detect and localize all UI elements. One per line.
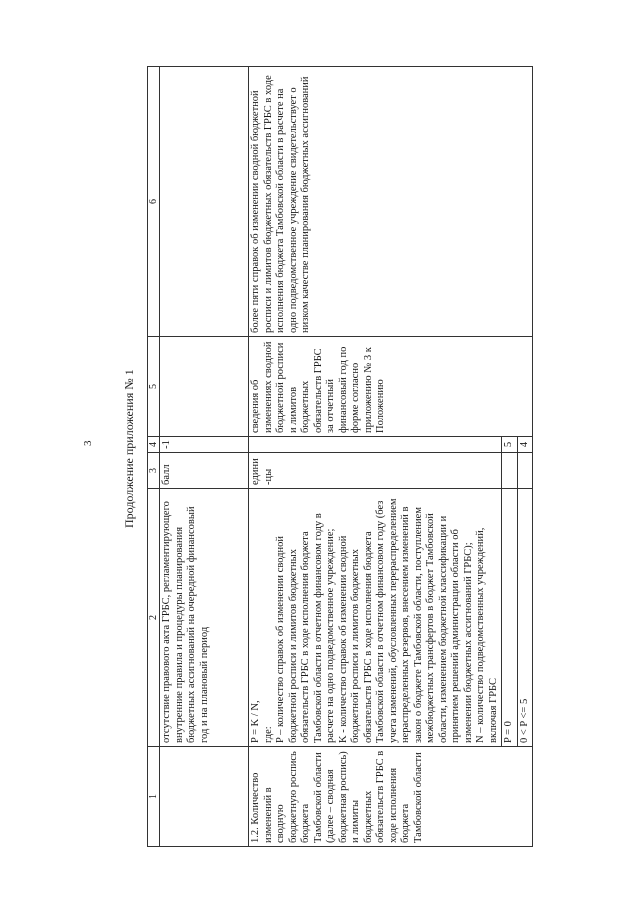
formula-cell: P = K / N, где: P – количество справок об изменении сводной бюджетной росписи и лимитов бюджетных обязательств ГРБС в ходе исполнения бюджета Тамбовской области в отчетном финансовом году в расчете на одно подведомственное учреждение; K - количество справок об изменении сводной бюджетной росписи и лимитов бюджетных обязательств ГРБС в ходе исполнения бюджета Тамбовской области в отчетном финансовом году (без учета изменений, обусловленных перераспределением нераспределенных резервов, внесением изменений в закон о бюджете Тамбовской области, поступлением межбюджетных трансфертов в бюджет Тамбовской области, изменением бюджетной классификации и принятием решений администрации области об изменении бюджетных ассигнований ГРБС); N – количество подведомственных учреждений, включая ГРБС: [249, 489, 502, 747]
score-cell: -1: [160, 437, 249, 453]
comment-cell: [160, 67, 249, 337]
source-cell: сведения об изменениях сводной бюджетной росписи и лимитов бюджетных обязательств ГРБС за отчетный финансовый год по форме согласно приложению № 3 к Положению: [249, 337, 533, 437]
column-header: 3: [148, 453, 160, 489]
unit-cell: [517, 453, 533, 489]
comment-cell: более пяти справок об изменении сводной бюджетной росписи и лимитов бюджетных обязательств ГРБС в ходе исполнения бюджета Тамбовской области в расчете на одно подведомственное учреждение свидетельствует о низком качестве планирования бюджетных ассигнований: [249, 67, 533, 337]
rotated-table-container: [147, 67, 533, 847]
table-row: [249, 67, 502, 847]
column-header: 2: [148, 489, 160, 747]
column-header: 4: [148, 437, 160, 453]
condition-cell: P = 0: [502, 489, 518, 747]
continuation-label: Продолжение приложения № 1: [122, 369, 136, 528]
page-number: 3: [82, 440, 94, 446]
column-number-row: [148, 67, 160, 847]
column-header: 5: [148, 337, 160, 437]
unit-cell: балл: [160, 453, 249, 489]
indicator-cell: 1.2. Количество изменений в сводную бюджетную роспись бюджета Тамбовской области (далее – сводная бюджетная роспись) и лимиты бюджетных обязательств ГРБС в ходе исполнения бюджета Тамбовской области: [249, 747, 533, 847]
unit-cell: [502, 453, 518, 489]
condition-cell: 0 < P <= 5: [517, 489, 533, 747]
column-header: 6: [148, 67, 160, 337]
score-cell: 5: [502, 437, 518, 453]
score-cell: [249, 437, 502, 453]
formula-cell: отсутствие правового акта ГРБС, регламентирующего внутренние правила и процедуры планирования бюджетных ассигнований на очередной финансовый год и на плановый период: [160, 489, 249, 747]
indicator-cell: [160, 747, 249, 847]
source-cell: [160, 337, 249, 437]
score-cell: 4: [517, 437, 533, 453]
column-header: 1: [148, 747, 160, 847]
table-row: [160, 67, 249, 847]
criteria-table: [147, 66, 533, 847]
unit-cell: едини-цы: [249, 453, 502, 489]
